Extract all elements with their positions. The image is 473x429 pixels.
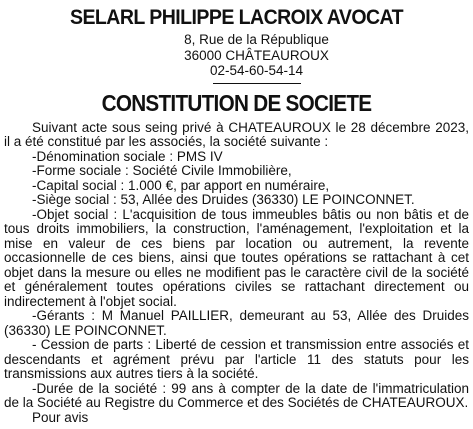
gerants-paragraph: -Gérants : M Manuel PAILLIER, demeurant au 53, Allée des Druides (36330) LE POINCONNET.: [4, 308, 469, 338]
siege-line: -Siège social : 53, Allée des Druides (36330) LE POINCONNET.: [32, 192, 415, 208]
address-street: 8, Rue de la République: [184, 32, 329, 47]
header-divider: [213, 83, 301, 84]
notice-body: [4, 121, 469, 426]
duree-paragraph: -Durée de la société : 99 ans à compter de la date de l'immatriculation de la Société au Registre du Commerce et des Sociétés de CHATEAUROUX.: [4, 380, 469, 411]
cession-paragraph: - Cession de parts : Liberté de cession et transmission entre associés et descendants et agrément prévu par l'article 11 des statuts pour les transmissions aux autres tiers à la société.: [4, 337, 469, 382]
address-city: 36000 CHÂTEAUROUX: [184, 47, 329, 63]
address-phone: 02-54-60-54-14: [209, 63, 304, 79]
capital-line: -Capital social : 1.000 €, par apport en numéraire,: [32, 177, 330, 193]
firm-address: [44, 32, 469, 79]
objet-paragraph: -Objet social : L'acquisition de tous immeubles bâtis ou non bâtis et de tous droits immobiliers, la construction, l'aménagement, l'exploitation et la mise en valeur de ces biens par location ou autrement, la revente occasionnelle de ces biens, ainsi que toutes opérations se rattachant à cet objet dans la mesure ou elles ne modifient pas le caractère civil de la société et généralement toutes opérations civiles se rattachant directement ou indirectement à l'objet social.: [4, 206, 469, 309]
denomination-line: -Dénomination sociale : PMS IV: [32, 148, 223, 164]
firm-name: SELARL PHILIPPE LACROIX AVOCAT: [69, 6, 404, 29]
notice-title: CONSTITUTION DE SOCIETE: [101, 89, 372, 116]
forme-line: -Forme sociale : Société Civile Immobilière,: [32, 163, 292, 179]
closing-line: Pour avis: [32, 409, 89, 425]
intro-paragraph: Suivant acte sous seing privé à CHATEAUROUX le 28 décembre 2023, il a été constitué par les associés, la société suivante :: [4, 119, 469, 150]
